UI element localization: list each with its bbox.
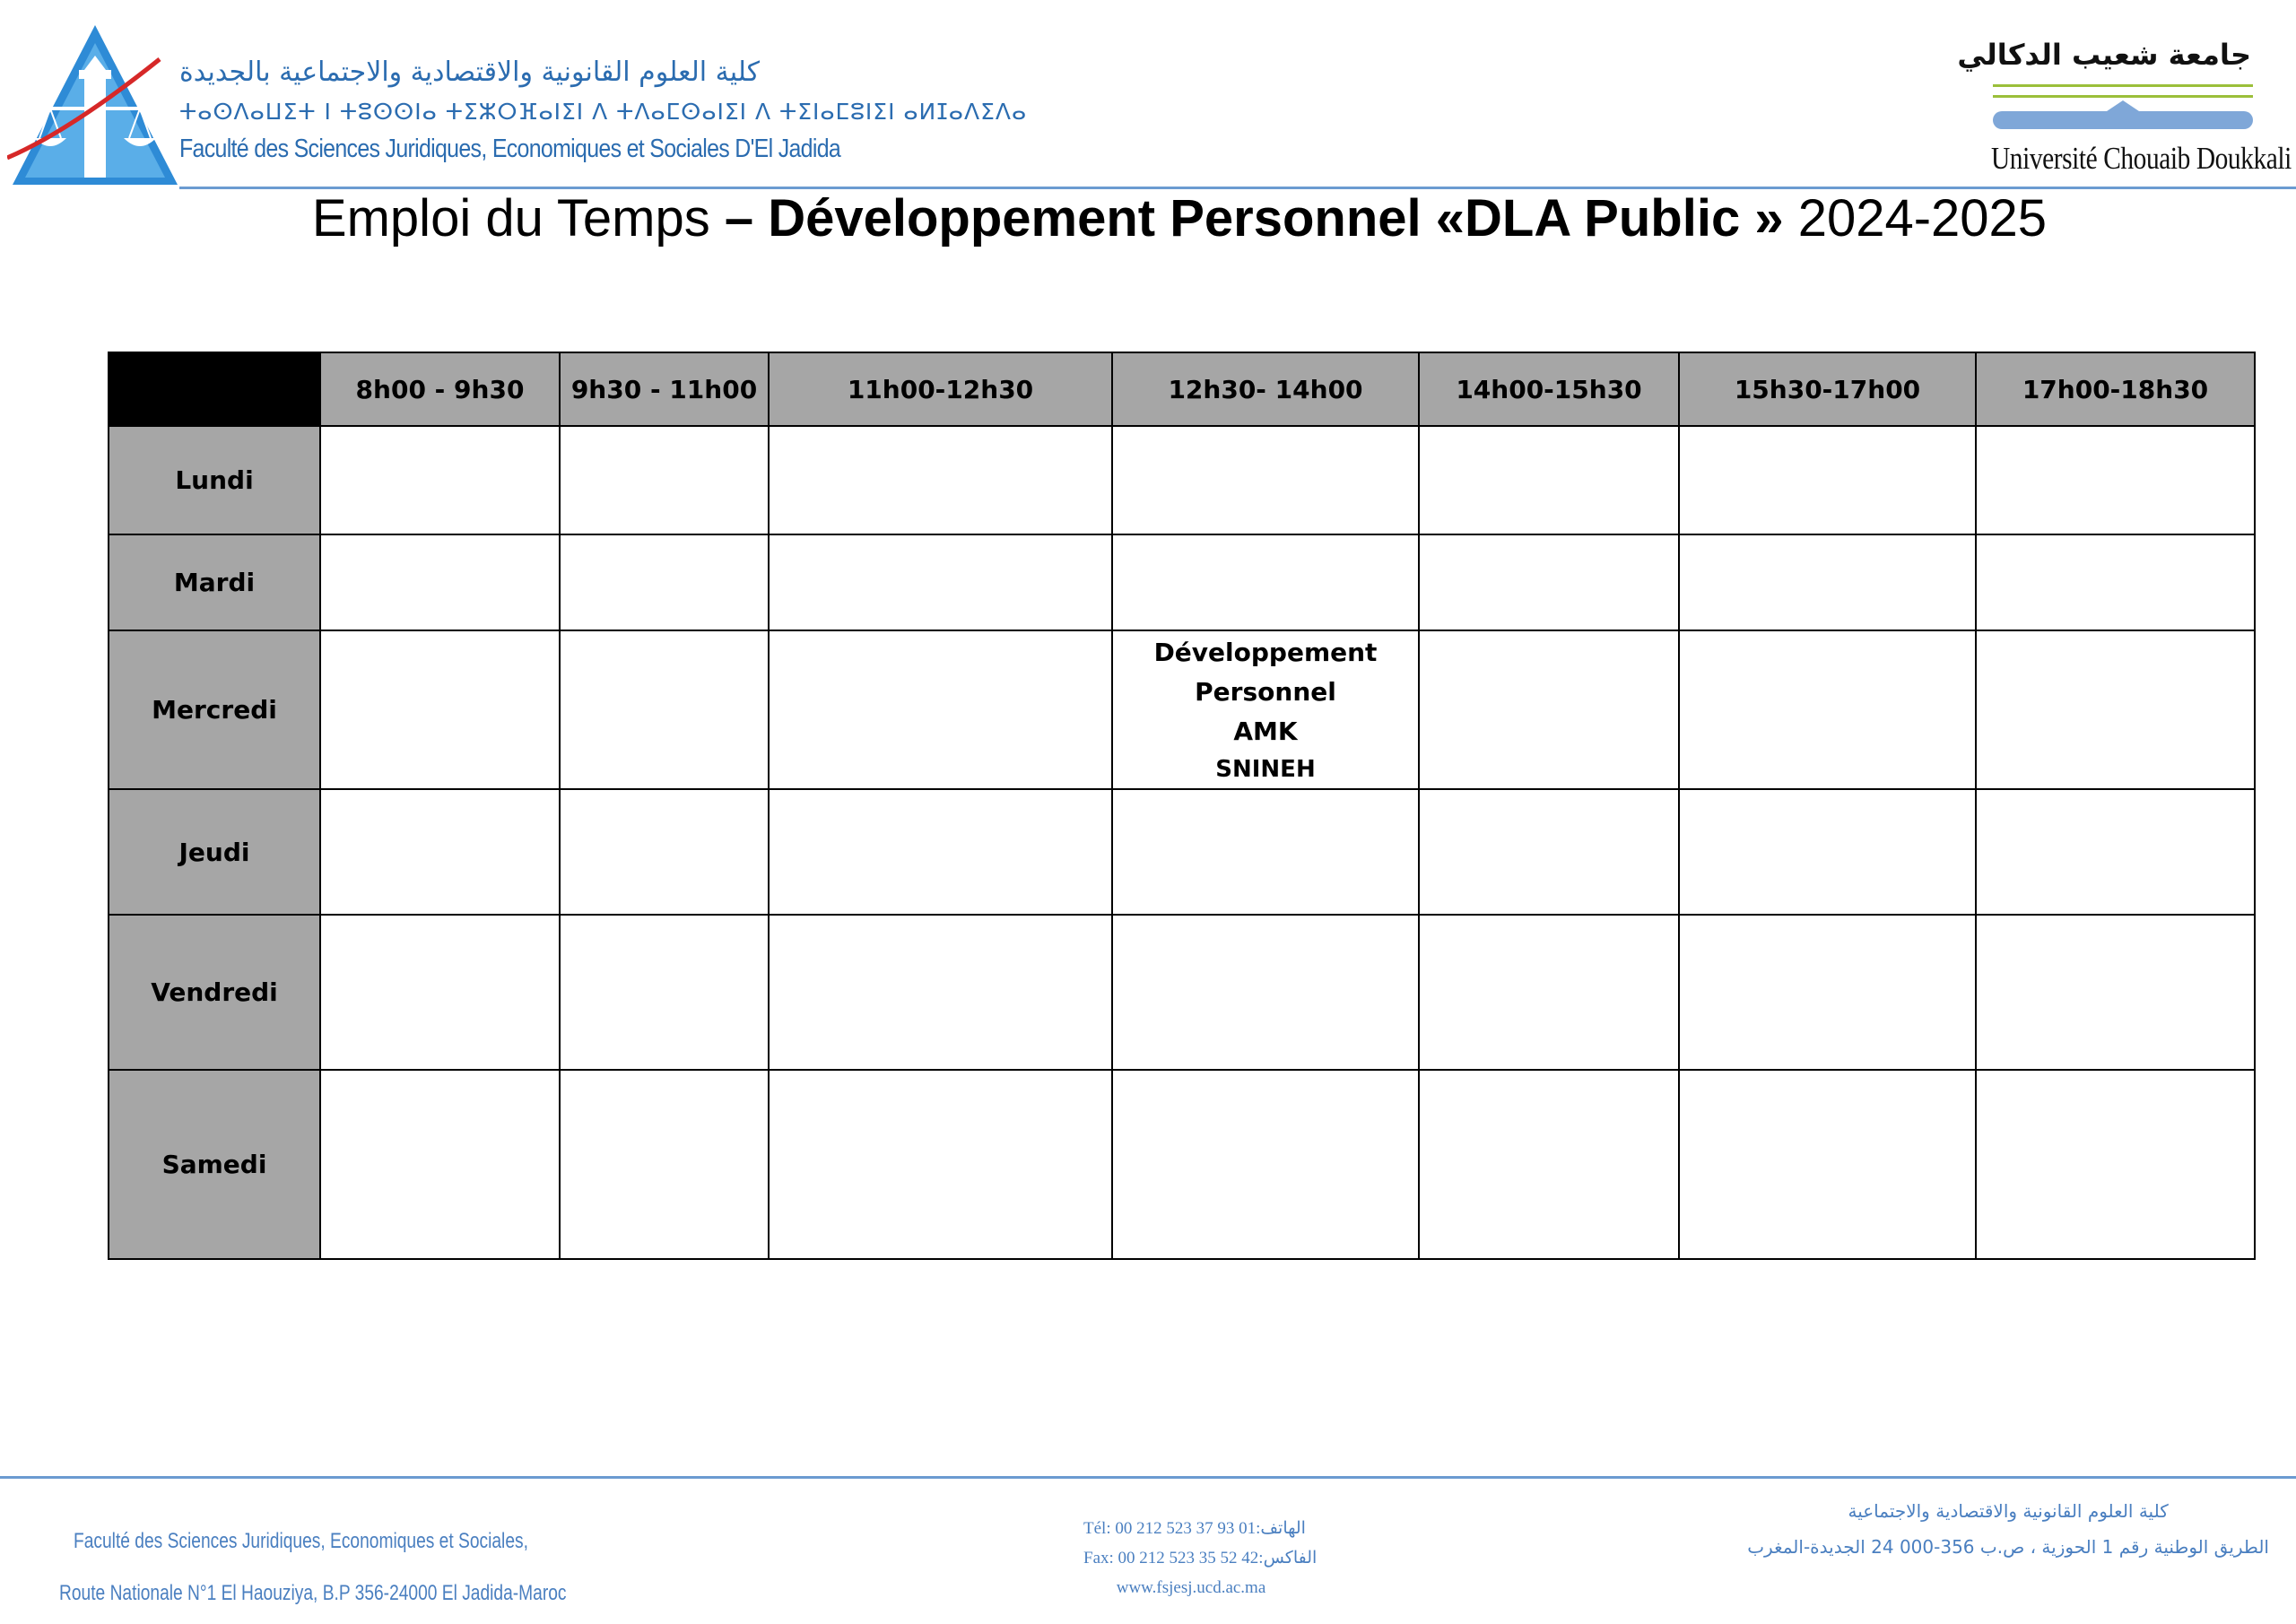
session-group: AMK [1233,716,1298,746]
timetable-cell [1419,534,1679,630]
footer-faculty-name-ar: كلية العلوم القانونية والاقتصادية والاجتماعية [1848,1500,2169,1522]
faculty-name-tifinagh: ⵜⴰⵙⴷⴰⵡⵉⵜ ⵏ ⵜⵓⵙⵙⵏⴰ ⵜⵉⵣⵔⴼⴰⵏⵉⵏ ⴷ ⵜⴷⴰⵎⵙⴰⵏⵉⵏ ⴷ ⵜⵉⵏⴰⵎⵓⵏⵉⵏ ⴰⵍⵊⴰⴷⵉⴷⴰ [179,99,1028,125]
day-label: Vendredi [109,915,320,1070]
timetable-cell [560,630,769,789]
timetable-cell [320,915,560,1070]
timetable-cell [560,534,769,630]
time-slot-header: 17h00-18h30 [1976,352,2255,426]
time-slot-header: 15h30-17h00 [1679,352,1976,426]
timetable-cell [1112,915,1419,1070]
timetable-cell [1679,1070,1976,1259]
footer-street-address-ar: الطريق الوطنية رقم 1 الحوزية ، ص.ب 356-000 24 الجديدة-المغرب [1747,1536,2269,1558]
footer-website: www.fsjesj.ucd.ac.ma [1116,1578,1266,1597]
time-slot-header: 11h00-12h30 [769,352,1112,426]
timetable-cell [769,915,1112,1070]
timetable-cell [560,915,769,1070]
title-year: 2024-2025 [1783,189,2048,248]
timetable-header-row [109,352,2255,426]
faculty-name-arabic: كلية العلوم القانونية والاقتصادية والاجتماعية بالجديدة [179,56,760,88]
table-row [109,1070,2255,1259]
timetable-cell [1976,630,2255,789]
faculty-logo [7,23,183,188]
timetable-cell [769,789,1112,915]
timetable-cell [1679,789,1976,915]
timetable-cell [560,426,769,534]
footer-phone-ar: :الهاتف [1256,1519,1306,1538]
timetable-cell [1419,630,1679,789]
timetable-cell [769,534,1112,630]
timetable-cell [320,630,560,789]
timetable-cell [1976,426,2255,534]
day-label: Samedi [109,1070,320,1259]
faculty-name-french: Faculté des Sciences Juridiques, Economiques et Sociales D'El Jadida [179,135,841,163]
timetable-cell [1679,426,1976,534]
time-slot-header: 8h00 - 9h30 [320,352,560,426]
timetable-cell [1419,426,1679,534]
timetable-cell [1419,1070,1679,1259]
footer-fax-ar: :الفاكس [1258,1549,1318,1568]
timetable-cell [769,630,1112,789]
footer-contact [1083,1514,1318,1602]
timetable-cell [560,1070,769,1259]
day-label: Jeudi [109,789,320,915]
university-name-arabic: جامعة شعيب الدكالي [1957,38,2251,72]
footer-street-address: Route Nationale N°1 El Haouziya, B.P 356-24000 El Jadida-Maroc [59,1581,567,1605]
time-slot-header: 9h30 - 11h00 [560,352,769,426]
footer-address-ar [1747,1493,2269,1565]
table-row [109,534,2255,630]
time-slot-header: 14h00-15h30 [1419,352,1679,426]
session-course-line2: Personnel [1195,676,1336,707]
timetable-cell [320,534,560,630]
timetable-cell [1679,915,1976,1070]
timetable-cell [560,789,769,915]
timetable-cell [1679,630,1976,789]
timetable-cell [769,426,1112,534]
timetable-cell [1976,1070,2255,1259]
table-row [109,630,2255,789]
timetable-cell [320,1070,560,1259]
day-label: Mardi [109,534,320,630]
footer-phone: Tél: 00 212 523 37 93 01 [1083,1519,1257,1538]
table-row [109,426,2255,534]
footer-divider [0,1476,2296,1479]
title-prefix: Emploi du Temps [311,189,725,248]
session-course-line1: Développement [1153,637,1378,667]
table-row [109,789,2255,915]
timetable-cell [1112,534,1419,630]
timetable-cell [1112,789,1419,915]
session-cell [1112,630,1419,789]
page-title [0,185,2296,253]
table-row [109,915,2255,1070]
time-slot-header: 12h30- 14h00 [1112,352,1419,426]
footer-address-fr [59,1515,567,1620]
timetable-cell [1976,789,2255,915]
timetable-cell [1976,915,2255,1070]
footer-fax: Fax: 00 212 523 35 52 42 [1083,1549,1259,1568]
timetable-cell [1976,534,2255,630]
faculty-names [179,54,1028,167]
title-course: – Développement Personnel «DLA Public » [724,189,1784,248]
timetable-cell [320,789,560,915]
corner-cell [109,352,320,426]
university-name-french: Université Chouaib Doukkali [1991,141,2292,176]
footer-faculty-name: Faculté des Sciences Juridiques, Economiques et Sociales, [74,1529,528,1553]
timetable-cell [769,1070,1112,1259]
timetable-cell [1419,915,1679,1070]
day-label: Lundi [109,426,320,534]
university-logo [1957,38,2292,190]
university-logo-lines [1993,84,2253,131]
timetable-cell [1679,534,1976,630]
timetable-cell [320,426,560,534]
timetable-cell [1419,789,1679,915]
session-teacher: SNINEH [1215,755,1316,783]
day-label: Mercredi [109,630,320,789]
timetable [108,352,2256,1260]
timetable-cell [1112,1070,1419,1259]
timetable-cell [1112,426,1419,534]
